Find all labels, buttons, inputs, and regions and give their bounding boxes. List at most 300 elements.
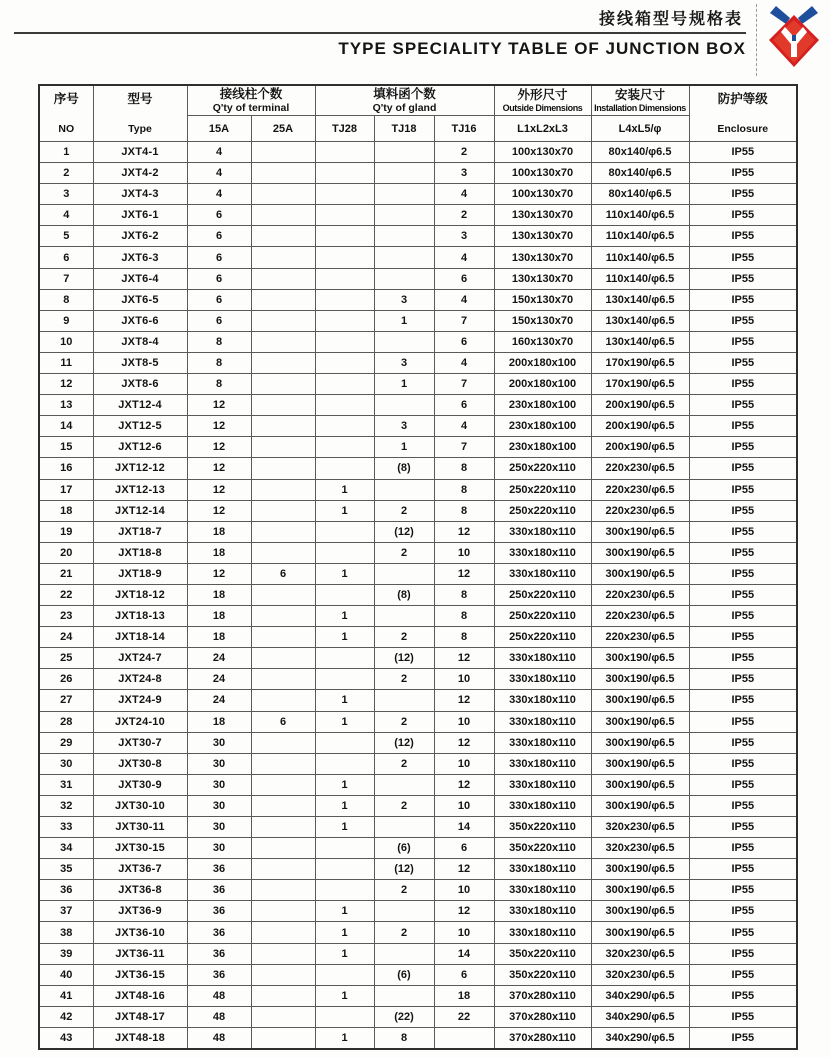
cell-enclosure: IP55	[689, 521, 797, 542]
cell-installation-dimensions: 80x140/φ6.5	[591, 163, 689, 184]
page-title-english: TYPE SPECIALITY TABLE OF JUNCTION BOX	[338, 39, 746, 58]
cell-gland-tj16: 6	[434, 331, 494, 352]
cell-outside-dimensions: 250x220x110	[494, 500, 591, 521]
cell-outside-dimensions: 130x130x70	[494, 226, 591, 247]
cell-no: 30	[39, 753, 93, 774]
cell-terminal-15a: 18	[187, 627, 251, 648]
cell-no: 18	[39, 500, 93, 521]
table-row	[39, 500, 797, 521]
cell-terminal-25a	[251, 584, 315, 605]
cell-enclosure: IP55	[689, 163, 797, 184]
cell-gland-tj28	[315, 542, 374, 563]
col-header-type-zh: 型号	[127, 91, 153, 106]
cell-enclosure: IP55	[689, 985, 797, 1006]
table-row	[39, 268, 797, 289]
cell-enclosure: IP55	[689, 859, 797, 880]
col-header-no-en: NO	[58, 123, 75, 136]
cell-gland-tj18: 2	[374, 627, 434, 648]
cell-outside-dimensions: 370x280x110	[494, 1027, 591, 1049]
cell-gland-tj16: 4	[434, 184, 494, 205]
table-row	[39, 289, 797, 310]
cell-type: JXT30-15	[93, 838, 187, 859]
cell-outside-dimensions: 330x180x110	[494, 732, 591, 753]
cell-outside-dimensions: 330x180x110	[494, 690, 591, 711]
cell-gland-tj16: 3	[434, 226, 494, 247]
cell-gland-tj16: 10	[434, 880, 494, 901]
cell-gland-tj16: 4	[434, 289, 494, 310]
cell-type: JXT12-6	[93, 437, 187, 458]
cell-gland-tj18	[374, 395, 434, 416]
cell-installation-dimensions: 130x140/φ6.5	[591, 310, 689, 331]
cell-gland-tj18	[374, 774, 434, 795]
cell-outside-dimensions: 200x180x100	[494, 374, 591, 395]
cell-type: JXT36-15	[93, 964, 187, 985]
cell-terminal-15a: 24	[187, 690, 251, 711]
cell-gland-tj16: 6	[434, 964, 494, 985]
cell-terminal-15a: 30	[187, 753, 251, 774]
cell-installation-dimensions: 130x140/φ6.5	[591, 289, 689, 310]
cell-type: JXT24-8	[93, 669, 187, 690]
cell-outside-dimensions: 330x180x110	[494, 880, 591, 901]
cell-gland-tj18: 1	[374, 437, 434, 458]
cell-outside-dimensions: 130x130x70	[494, 268, 591, 289]
cell-outside-dimensions: 130x130x70	[494, 205, 591, 226]
cell-gland-tj16: 12	[434, 690, 494, 711]
cell-installation-dimensions: 300x190/φ6.5	[591, 563, 689, 584]
cell-outside-dimensions: 100x130x70	[494, 184, 591, 205]
cell-type: JXT36-9	[93, 901, 187, 922]
cell-terminal-25a	[251, 500, 315, 521]
cell-terminal-25a	[251, 184, 315, 205]
cell-terminal-15a: 48	[187, 1006, 251, 1027]
cell-gland-tj28	[315, 1006, 374, 1027]
cell-terminal-25a	[251, 331, 315, 352]
col-header-outside-dimensions	[494, 85, 591, 116]
col-header-25a: 25A	[251, 116, 315, 142]
cell-gland-tj16: 8	[434, 627, 494, 648]
cell-no: 34	[39, 838, 93, 859]
cell-no: 20	[39, 542, 93, 563]
cell-no: 23	[39, 606, 93, 627]
cell-no: 38	[39, 922, 93, 943]
cell-no: 36	[39, 880, 93, 901]
cell-gland-tj18	[374, 943, 434, 964]
cell-terminal-15a: 12	[187, 416, 251, 437]
cell-gland-tj28	[315, 268, 374, 289]
cell-enclosure: IP55	[689, 627, 797, 648]
cell-type: JXT4-3	[93, 184, 187, 205]
cell-gland-tj16: 10	[434, 711, 494, 732]
cell-outside-dimensions: 250x220x110	[494, 458, 591, 479]
cell-terminal-15a: 30	[187, 795, 251, 816]
cell-installation-dimensions: 110x140/φ6.5	[591, 247, 689, 268]
cell-gland-tj28: 1	[315, 563, 374, 584]
cell-outside-dimensions: 150x130x70	[494, 289, 591, 310]
cell-enclosure: IP55	[689, 458, 797, 479]
cell-terminal-15a: 4	[187, 163, 251, 184]
cell-installation-dimensions: 130x140/φ6.5	[591, 331, 689, 352]
col-header-no	[39, 85, 93, 142]
cell-gland-tj28	[315, 753, 374, 774]
cell-gland-tj28: 1	[315, 817, 374, 838]
table-row	[39, 880, 797, 901]
cell-enclosure: IP55	[689, 500, 797, 521]
cell-installation-dimensions: 300x190/φ6.5	[591, 521, 689, 542]
cell-no: 33	[39, 817, 93, 838]
cell-terminal-25a	[251, 374, 315, 395]
cell-gland-tj16: 7	[434, 310, 494, 331]
outside-dims-en: Outside Dimensions	[502, 102, 583, 113]
cell-gland-tj18: (22)	[374, 1006, 434, 1027]
cell-gland-tj18	[374, 606, 434, 627]
cell-gland-tj16: 22	[434, 1006, 494, 1027]
cell-type: JXT18-7	[93, 521, 187, 542]
cell-terminal-15a: 36	[187, 943, 251, 964]
table-row	[39, 416, 797, 437]
title-block	[14, 6, 746, 59]
cell-gland-tj16: 3	[434, 163, 494, 184]
cell-gland-tj18	[374, 985, 434, 1006]
cell-no: 43	[39, 1027, 93, 1049]
table-row	[39, 985, 797, 1006]
col-header-enclosure	[689, 85, 797, 142]
table-row	[39, 310, 797, 331]
cell-gland-tj18: (12)	[374, 732, 434, 753]
cell-gland-tj28: 1	[315, 922, 374, 943]
cell-gland-tj18: 1	[374, 374, 434, 395]
outside-dims-zh: 外形尺寸	[517, 88, 568, 103]
cell-enclosure: IP55	[689, 753, 797, 774]
cell-no: 19	[39, 521, 93, 542]
table-row	[39, 542, 797, 563]
col-header-tj16: TJ16	[434, 116, 494, 142]
cell-gland-tj16: 10	[434, 795, 494, 816]
cell-gland-tj16: 12	[434, 732, 494, 753]
cell-outside-dimensions: 330x180x110	[494, 648, 591, 669]
cell-gland-tj18: 3	[374, 289, 434, 310]
cell-gland-tj28	[315, 395, 374, 416]
cell-type: JXT6-6	[93, 310, 187, 331]
cell-installation-dimensions: 340x290/φ6.5	[591, 1027, 689, 1049]
cell-installation-dimensions: 300x190/φ6.5	[591, 753, 689, 774]
cell-type: JXT4-1	[93, 142, 187, 163]
cell-terminal-15a: 8	[187, 352, 251, 373]
cell-gland-tj28	[315, 458, 374, 479]
cell-enclosure: IP55	[689, 310, 797, 331]
cell-no: 2	[39, 163, 93, 184]
cell-type: JXT30-9	[93, 774, 187, 795]
cell-outside-dimensions: 250x220x110	[494, 584, 591, 605]
cell-gland-tj18	[374, 163, 434, 184]
cell-outside-dimensions: 330x180x110	[494, 711, 591, 732]
cell-terminal-25a	[251, 289, 315, 310]
cell-outside-dimensions: 330x180x110	[494, 753, 591, 774]
cell-terminal-15a: 24	[187, 669, 251, 690]
cell-terminal-15a: 4	[187, 184, 251, 205]
cell-gland-tj18	[374, 331, 434, 352]
cell-gland-tj28	[315, 205, 374, 226]
cell-enclosure: IP55	[689, 374, 797, 395]
cell-installation-dimensions: 340x290/φ6.5	[591, 985, 689, 1006]
masthead	[0, 0, 830, 80]
cell-enclosure: IP55	[689, 880, 797, 901]
cell-installation-dimensions: 200x190/φ6.5	[591, 416, 689, 437]
cell-enclosure: IP55	[689, 289, 797, 310]
cell-gland-tj28	[315, 142, 374, 163]
cell-enclosure: IP55	[689, 352, 797, 373]
cell-enclosure: IP55	[689, 711, 797, 732]
cell-terminal-15a: 48	[187, 1027, 251, 1049]
cell-type: JXT12-4	[93, 395, 187, 416]
cell-gland-tj28	[315, 416, 374, 437]
cell-terminal-15a: 36	[187, 901, 251, 922]
cell-gland-tj28	[315, 331, 374, 352]
cell-gland-tj18: (12)	[374, 521, 434, 542]
cell-enclosure: IP55	[689, 606, 797, 627]
cell-gland-tj16: 8	[434, 606, 494, 627]
cell-gland-tj28: 1	[315, 690, 374, 711]
cell-terminal-25a	[251, 669, 315, 690]
table-row	[39, 838, 797, 859]
cell-gland-tj16	[434, 1027, 494, 1049]
cell-type: JXT48-16	[93, 985, 187, 1006]
cell-gland-tj16: 4	[434, 247, 494, 268]
cell-enclosure: IP55	[689, 584, 797, 605]
cell-installation-dimensions: 300x190/φ6.5	[591, 795, 689, 816]
cell-gland-tj28	[315, 184, 374, 205]
cell-gland-tj18: (12)	[374, 648, 434, 669]
cell-installation-dimensions: 220x230/φ6.5	[591, 584, 689, 605]
table-row	[39, 437, 797, 458]
cell-outside-dimensions: 130x130x70	[494, 247, 591, 268]
cell-gland-tj16: 2	[434, 142, 494, 163]
cell-gland-tj28	[315, 669, 374, 690]
cell-gland-tj28: 1	[315, 479, 374, 500]
cell-terminal-15a: 6	[187, 289, 251, 310]
cell-outside-dimensions: 100x130x70	[494, 163, 591, 184]
cell-installation-dimensions: 220x230/φ6.5	[591, 627, 689, 648]
cell-terminal-15a: 18	[187, 542, 251, 563]
cell-outside-dimensions: 330x180x110	[494, 774, 591, 795]
cell-enclosure: IP55	[689, 943, 797, 964]
table-row	[39, 711, 797, 732]
cell-gland-tj16: 12	[434, 521, 494, 542]
cell-terminal-25a	[251, 1027, 315, 1049]
cell-type: JXT24-9	[93, 690, 187, 711]
table-row	[39, 205, 797, 226]
table-row	[39, 458, 797, 479]
cell-no: 28	[39, 711, 93, 732]
table-row	[39, 901, 797, 922]
cell-no: 42	[39, 1006, 93, 1027]
cell-installation-dimensions: 320x230/φ6.5	[591, 838, 689, 859]
cell-no: 35	[39, 859, 93, 880]
cell-gland-tj18	[374, 247, 434, 268]
cell-terminal-25a	[251, 985, 315, 1006]
cell-gland-tj28	[315, 226, 374, 247]
cell-terminal-25a: 6	[251, 563, 315, 584]
cell-gland-tj18: (6)	[374, 838, 434, 859]
cell-gland-tj18: 3	[374, 352, 434, 373]
cell-outside-dimensions: 150x130x70	[494, 310, 591, 331]
cell-gland-tj28	[315, 880, 374, 901]
cell-type: JXT36-11	[93, 943, 187, 964]
cell-outside-dimensions: 330x180x110	[494, 521, 591, 542]
table-row	[39, 753, 797, 774]
enclosure-zh: 防护等级	[717, 91, 768, 106]
cell-type: JXT36-10	[93, 922, 187, 943]
cell-no: 37	[39, 901, 93, 922]
cell-type: JXT30-11	[93, 817, 187, 838]
cell-installation-dimensions: 300x190/φ6.5	[591, 690, 689, 711]
cell-terminal-15a: 8	[187, 331, 251, 352]
cell-no: 29	[39, 732, 93, 753]
table-row	[39, 521, 797, 542]
col-header-type-en: Type	[128, 123, 152, 136]
cell-gland-tj18	[374, 901, 434, 922]
cell-no: 9	[39, 310, 93, 331]
cell-gland-tj16: 12	[434, 774, 494, 795]
terminal-group-zh: 接线柱个数	[219, 87, 283, 102]
cell-terminal-15a: 36	[187, 964, 251, 985]
cell-gland-tj18	[374, 268, 434, 289]
cell-type: JXT6-5	[93, 289, 187, 310]
cell-gland-tj18: 1	[374, 310, 434, 331]
cell-terminal-15a: 6	[187, 226, 251, 247]
cell-terminal-15a: 12	[187, 563, 251, 584]
cell-terminal-25a	[251, 964, 315, 985]
table-row	[39, 943, 797, 964]
cell-outside-dimensions: 100x130x70	[494, 142, 591, 163]
gland-group-en: Q'ty of gland	[372, 101, 437, 114]
cell-outside-dimensions: 350x220x110	[494, 817, 591, 838]
cell-outside-dimensions: 330x180x110	[494, 795, 591, 816]
cell-terminal-25a	[251, 479, 315, 500]
cell-no: 27	[39, 690, 93, 711]
cell-terminal-25a	[251, 880, 315, 901]
cell-enclosure: IP55	[689, 184, 797, 205]
cell-terminal-25a	[251, 606, 315, 627]
cell-no: 1	[39, 142, 93, 163]
cell-type: JXT12-14	[93, 500, 187, 521]
cell-terminal-25a	[251, 817, 315, 838]
cell-no: 21	[39, 563, 93, 584]
cell-terminal-25a: 6	[251, 711, 315, 732]
cell-gland-tj16: 6	[434, 838, 494, 859]
cell-terminal-25a	[251, 774, 315, 795]
cell-terminal-25a	[251, 732, 315, 753]
cell-terminal-25a	[251, 1006, 315, 1027]
cell-gland-tj28	[315, 247, 374, 268]
cell-gland-tj16: 8	[434, 458, 494, 479]
cell-terminal-15a: 8	[187, 374, 251, 395]
cell-installation-dimensions: 200x190/φ6.5	[591, 437, 689, 458]
cell-type: JXT30-10	[93, 795, 187, 816]
cell-terminal-15a: 36	[187, 922, 251, 943]
table-row	[39, 795, 797, 816]
enclosure-en: Enclosure	[717, 123, 769, 136]
table-row	[39, 648, 797, 669]
cell-installation-dimensions: 300x190/φ6.5	[591, 880, 689, 901]
cell-gland-tj28	[315, 521, 374, 542]
cell-no: 11	[39, 352, 93, 373]
cell-installation-dimensions: 170x190/φ6.5	[591, 352, 689, 373]
cell-no: 16	[39, 458, 93, 479]
cell-gland-tj18	[374, 817, 434, 838]
cell-terminal-15a: 30	[187, 817, 251, 838]
col-header-tj18: TJ18	[374, 116, 434, 142]
install-dims-zh: 安装尺寸	[615, 88, 666, 103]
cell-installation-dimensions: 170x190/φ6.5	[591, 374, 689, 395]
cell-terminal-15a: 18	[187, 584, 251, 605]
cell-outside-dimensions: 350x220x110	[494, 943, 591, 964]
cell-installation-dimensions: 110x140/φ6.5	[591, 268, 689, 289]
table-row	[39, 142, 797, 163]
cell-terminal-15a: 12	[187, 479, 251, 500]
cell-terminal-15a: 6	[187, 310, 251, 331]
cell-gland-tj28	[315, 289, 374, 310]
cell-enclosure: IP55	[689, 669, 797, 690]
header-rule	[14, 32, 746, 34]
cell-gland-tj16: 14	[434, 943, 494, 964]
cell-type: JXT12-5	[93, 416, 187, 437]
cell-gland-tj18	[374, 479, 434, 500]
cell-enclosure: IP55	[689, 268, 797, 289]
cell-gland-tj28	[315, 584, 374, 605]
table-row	[39, 922, 797, 943]
cell-gland-tj18: 2	[374, 669, 434, 690]
cell-installation-dimensions: 300x190/φ6.5	[591, 859, 689, 880]
table-row	[39, 627, 797, 648]
cell-type: JXT4-2	[93, 163, 187, 184]
cell-gland-tj28	[315, 374, 374, 395]
table-row	[39, 247, 797, 268]
cell-terminal-15a: 36	[187, 859, 251, 880]
cell-terminal-25a	[251, 395, 315, 416]
cell-terminal-15a: 18	[187, 606, 251, 627]
cell-enclosure: IP55	[689, 690, 797, 711]
cell-gland-tj18: (8)	[374, 458, 434, 479]
cell-type: JXT18-9	[93, 563, 187, 584]
table-row	[39, 352, 797, 373]
cell-gland-tj16: 4	[434, 416, 494, 437]
cell-installation-dimensions: 300x190/φ6.5	[591, 774, 689, 795]
cell-terminal-25a	[251, 352, 315, 373]
cell-gland-tj18: 2	[374, 753, 434, 774]
cell-terminal-25a	[251, 838, 315, 859]
table-row	[39, 226, 797, 247]
cell-terminal-25a	[251, 247, 315, 268]
col-header-gland-group	[315, 85, 494, 116]
table-row	[39, 1027, 797, 1049]
cell-no: 5	[39, 226, 93, 247]
cell-no: 40	[39, 964, 93, 985]
table-row	[39, 584, 797, 605]
cell-outside-dimensions: 160x130x70	[494, 331, 591, 352]
cell-terminal-25a	[251, 310, 315, 331]
cell-terminal-15a: 30	[187, 732, 251, 753]
cell-gland-tj16: 2	[434, 205, 494, 226]
table-row	[39, 331, 797, 352]
cell-type: JXT24-7	[93, 648, 187, 669]
cell-terminal-25a	[251, 901, 315, 922]
cell-enclosure: IP55	[689, 437, 797, 458]
cell-type: JXT36-7	[93, 859, 187, 880]
cell-gland-tj16: 10	[434, 542, 494, 563]
cell-terminal-25a	[251, 437, 315, 458]
cell-terminal-25a	[251, 163, 315, 184]
table-row	[39, 479, 797, 500]
